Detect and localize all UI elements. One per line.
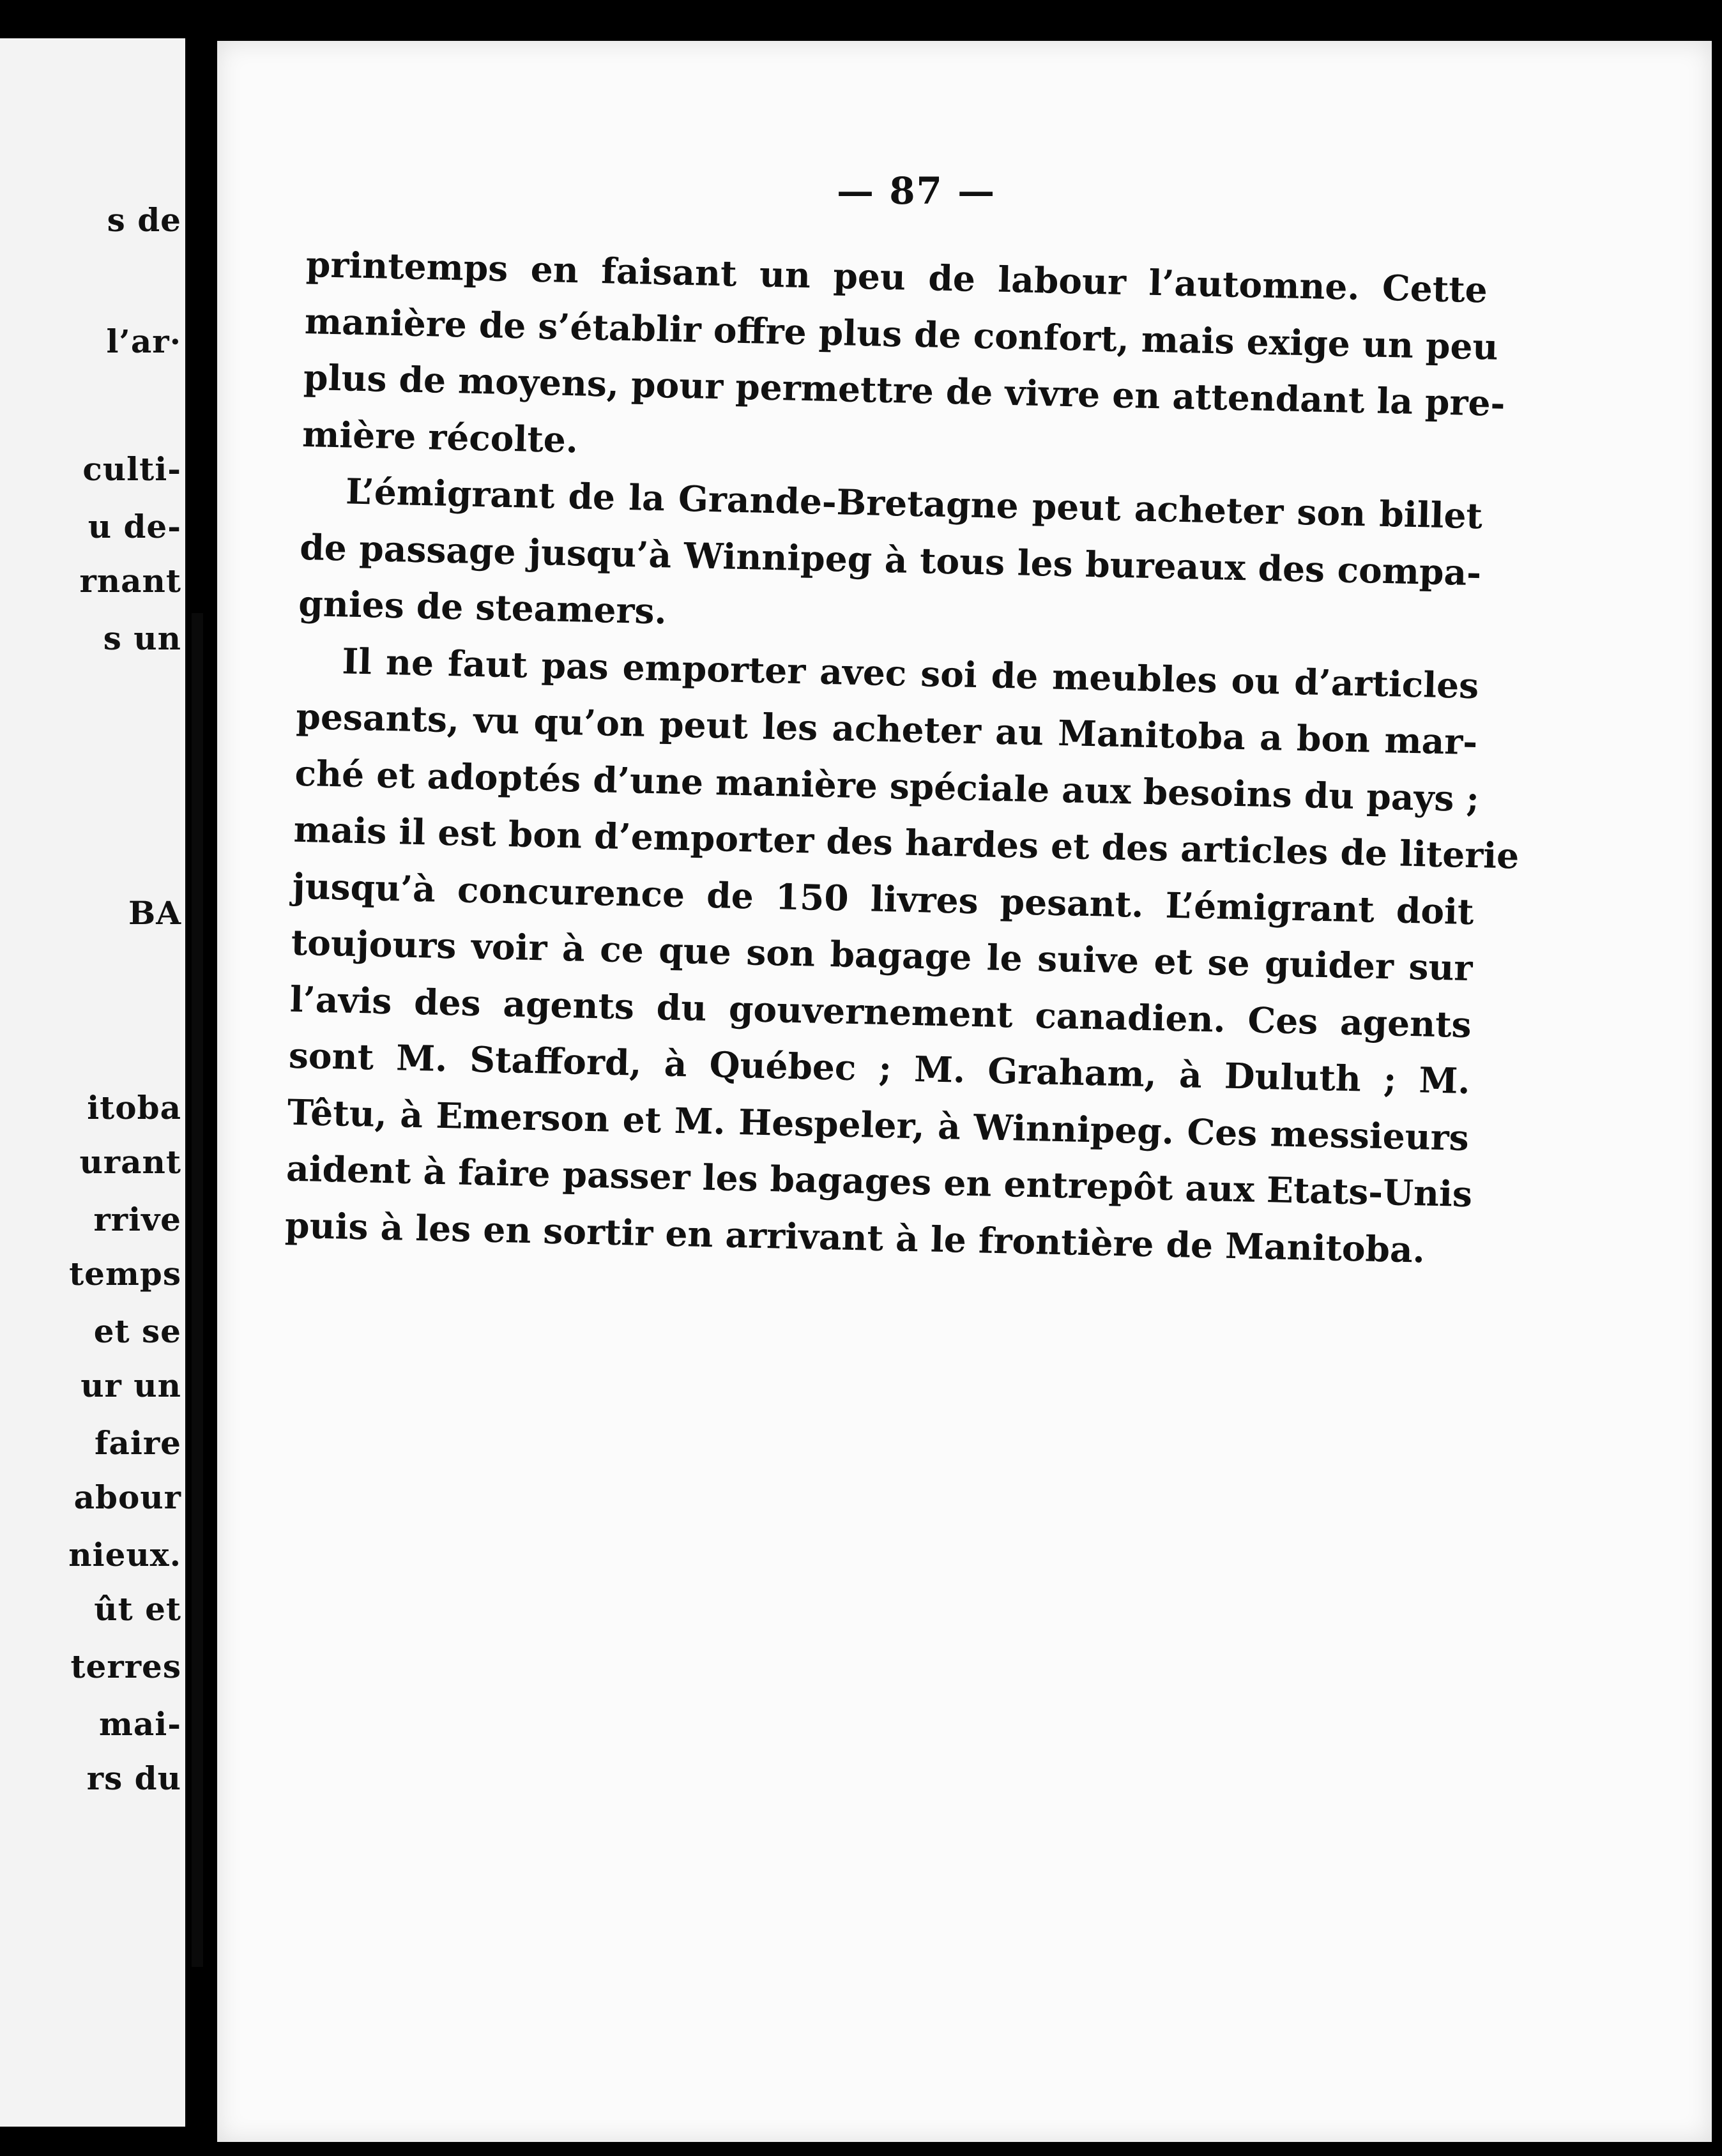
text-line: L’émigrant de la Grande-Bretagne peut acheter son billet [345,470,1483,537]
left-page-line: rs du [86,1759,181,1797]
left-page-line: nieux. [68,1536,181,1574]
left-page-line: s de [107,201,181,239]
left-page-line: BA [128,894,181,932]
text-line: toujours voir à ce que son bagage le suive et se guider sur [291,921,1474,989]
text-line: puis à les en sortir en arrivant à le frontière de Manitoba. [284,1204,1426,1271]
left-page-line: et se [93,1312,181,1350]
left-page-line: faire [94,1424,181,1462]
page-gutter [192,613,203,1967]
paragraph [298,462,1482,658]
left-page-fragment [0,38,185,2127]
text-line: pesants, vu qu’on peut les acheter au Manitoba a bon mar- [295,695,1478,763]
text-line: mais il est bon d’emporter des hardes et des articles de literie [293,808,1520,877]
left-page-line: s un [103,619,181,657]
left-page-line: terres [70,1648,181,1685]
text-line: Il ne faut pas emporter avec soi de meubles ou d’articles [341,639,1479,706]
left-page-line: rrive [93,1201,181,1238]
text-line: de passage jusqu’à Winnipeg à tous les bureaux des compa- [299,526,1482,593]
left-page-line: culti- [82,450,181,488]
text-line: gnies de steamers. [298,582,667,632]
text-line: sont M. Stafford, à Québec ; M. Graham, à Duluth ; M. [288,1034,1471,1102]
left-page-line: temps [69,1255,181,1293]
body-text [284,236,1520,1279]
left-page-line: itoba [87,1089,181,1127]
paragraph [284,632,1520,1279]
text-line: plus de moyens, pour permettre de vivre en attendant la pre- [303,356,1506,424]
text-line: l’avis des agents du gouvernement canadien. Ces agents [289,978,1472,1045]
text-line: mière récolte. [301,413,579,460]
left-page-line: ur un [80,1367,181,1404]
left-page-line: l’ar· [106,323,181,360]
left-page-line: u de- [88,508,181,545]
page-number: — 87 — [837,169,996,213]
text-line: ché et adoptés d’une manière spéciale aux besoins du pays ; [294,752,1480,819]
text-line: printemps en faisant un peu de labour l’automne. Cette [305,243,1488,311]
left-page-line: abour [73,1478,181,1516]
text-line: aident à faire passer les bagages en entrepôt aux Etats-Unis [286,1147,1473,1215]
text-line: Têtu, à Emerson et M. Hespeler, à Winnipeg. Ces messieurs [287,1091,1470,1158]
left-page-line: urant [79,1143,181,1181]
text-line: jusqu’à concurence de 150 livres pesant. L’émigrant doit [292,865,1475,932]
left-page-line: ût et [94,1590,181,1628]
text-line: manière de s’établir offre plus de confort, mais exige un peu [304,300,1499,368]
paragraph [301,236,1506,488]
left-page-line: mai- [98,1705,181,1743]
left-page-line: rnant [79,562,181,600]
